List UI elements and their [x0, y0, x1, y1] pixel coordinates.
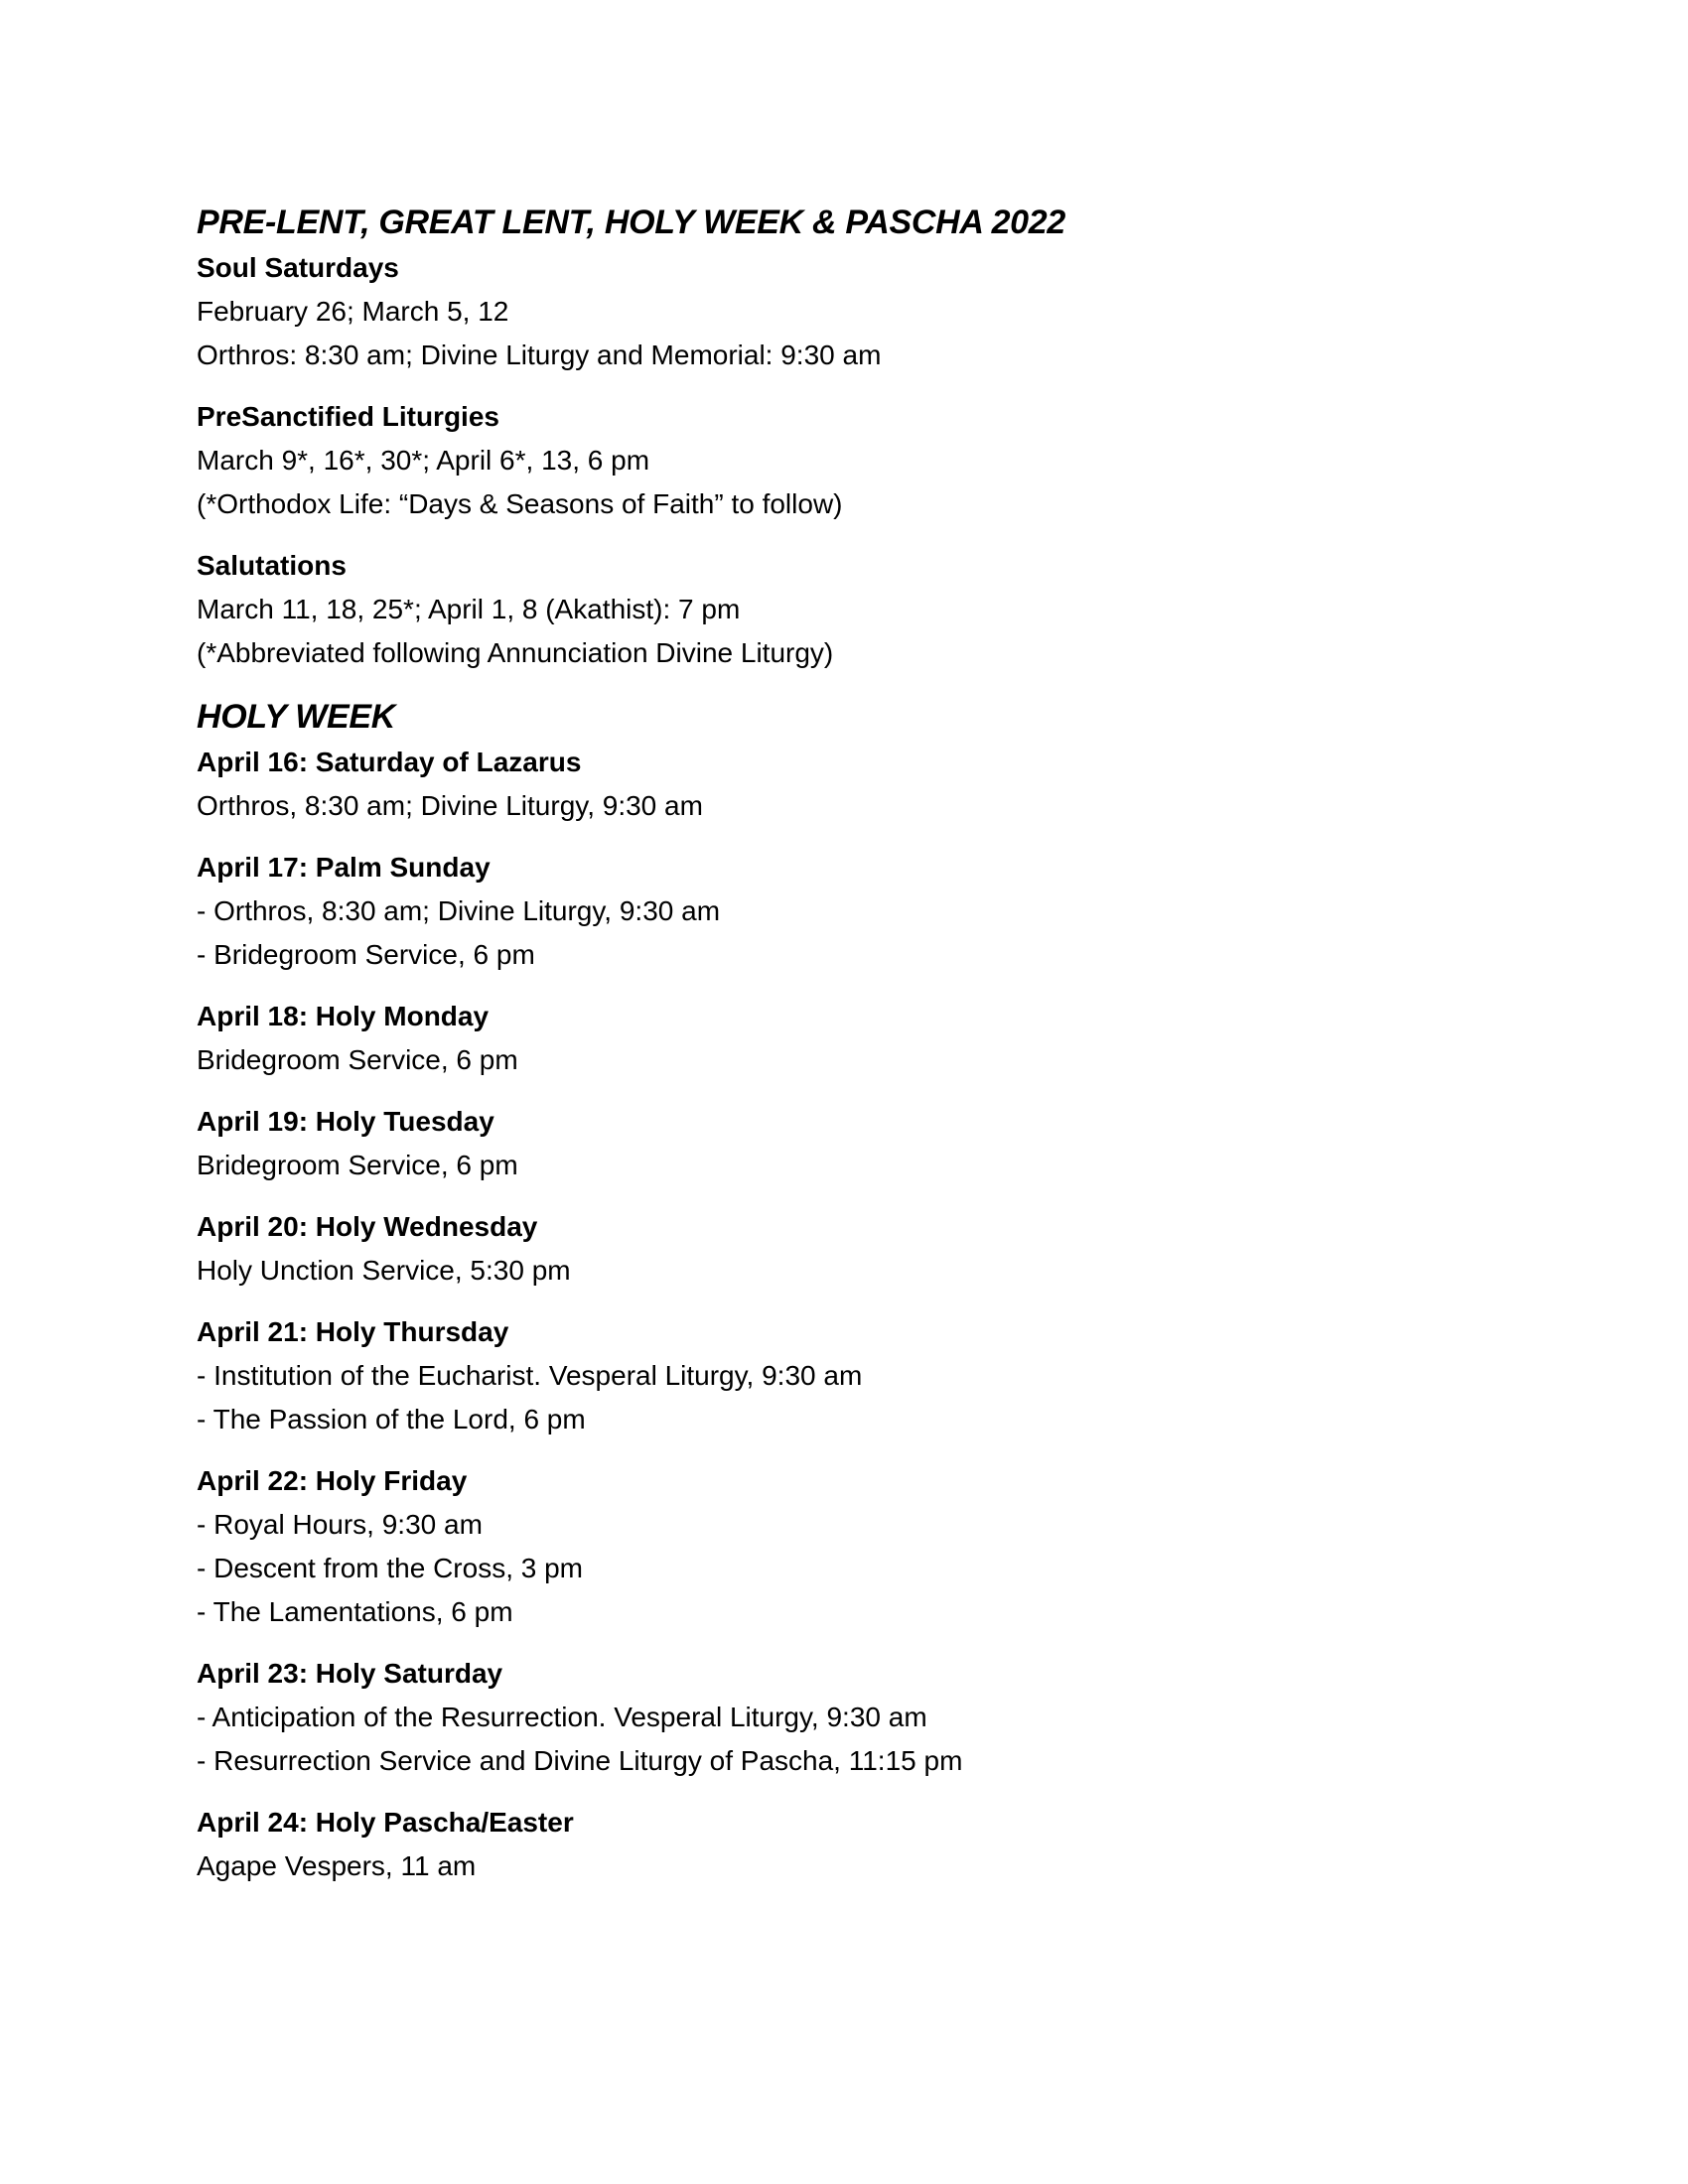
service-block: [197, 995, 1487, 1082]
service-detail-line: - The Passion of the Lord, 6 pm: [197, 1404, 586, 1434]
service-detail-line: - Orthros, 8:30 am; Divine Liturgy, 9:30 am: [197, 895, 721, 926]
service-block: [197, 544, 1487, 675]
service-heading: April 24: Holy Pascha/Easter: [197, 1807, 574, 1838]
service-detail-line: March 9*, 16*, 30*; April 6*, 13, 6 pm: [197, 445, 650, 476]
document-page: [197, 199, 1487, 1888]
service-detail-line: (*Orthodox Life: “Days & Seasons of Faith” to follow): [197, 488, 843, 519]
service-detail-line: Bridegroom Service, 6 pm: [197, 1044, 518, 1075]
service-block: [197, 1459, 1487, 1634]
service-detail-line: - Institution of the Eucharist. Vesperal Liturgy, 9:30 am: [197, 1360, 863, 1391]
schedule-section: [197, 693, 1487, 1888]
service-block: [197, 741, 1487, 828]
service-block: [197, 1205, 1487, 1293]
service-heading: April 21: Holy Thursday: [197, 1316, 509, 1347]
service-block: [197, 1801, 1487, 1888]
service-block: [197, 1100, 1487, 1187]
service-detail-line: Bridegroom Service, 6 pm: [197, 1150, 518, 1180]
service-heading: Salutations: [197, 550, 347, 581]
service-detail-line: - Anticipation of the Resurrection. Vesperal Liturgy, 9:30 am: [197, 1702, 927, 1732]
service-heading: April 16: Saturday of Lazarus: [197, 747, 582, 777]
service-detail-line: Agape Vespers, 11 am: [197, 1850, 477, 1881]
section-title: PRE-LENT, GREAT LENT, HOLY WEEK & PASCHA 2022: [197, 204, 1065, 241]
service-detail-line: - Bridegroom Service, 6 pm: [197, 939, 535, 970]
service-block: [197, 846, 1487, 977]
service-block: [197, 395, 1487, 526]
service-detail-line: - Descent from the Cross, 3 pm: [197, 1553, 584, 1583]
service-detail-line: March 11, 18, 25*; April 1, 8 (Akathist): 7 pm: [197, 594, 741, 624]
service-heading: PreSanctified Liturgies: [197, 401, 499, 432]
service-heading: Soul Saturdays: [197, 252, 399, 283]
service-block: [197, 246, 1487, 377]
service-heading: April 20: Holy Wednesday: [197, 1211, 538, 1242]
service-detail-line: - The Lamentations, 6 pm: [197, 1596, 513, 1627]
service-detail-line: Holy Unction Service, 5:30 pm: [197, 1255, 571, 1286]
service-block: [197, 1310, 1487, 1441]
service-detail-line: - Royal Hours, 9:30 am: [197, 1509, 483, 1540]
schedule-section: [197, 199, 1487, 675]
service-block: [197, 1652, 1487, 1783]
service-detail-line: - Resurrection Service and Divine Liturgy of Pascha, 11:15 pm: [197, 1745, 963, 1776]
service-heading: April 23: Holy Saturday: [197, 1658, 503, 1689]
service-heading: April 22: Holy Friday: [197, 1465, 468, 1496]
service-detail-line: Orthros: 8:30 am; Divine Liturgy and Memorial: 9:30 am: [197, 340, 882, 370]
section-title: HOLY WEEK: [197, 698, 396, 736]
service-detail-line: February 26; March 5, 12: [197, 296, 509, 327]
service-heading: April 18: Holy Monday: [197, 1001, 490, 1031]
service-detail-line: Orthros, 8:30 am; Divine Liturgy, 9:30 am: [197, 790, 703, 821]
service-heading: April 17: Palm Sunday: [197, 852, 491, 883]
service-heading: April 19: Holy Tuesday: [197, 1106, 494, 1137]
service-detail-line: (*Abbreviated following Annunciation Divine Liturgy): [197, 637, 834, 668]
